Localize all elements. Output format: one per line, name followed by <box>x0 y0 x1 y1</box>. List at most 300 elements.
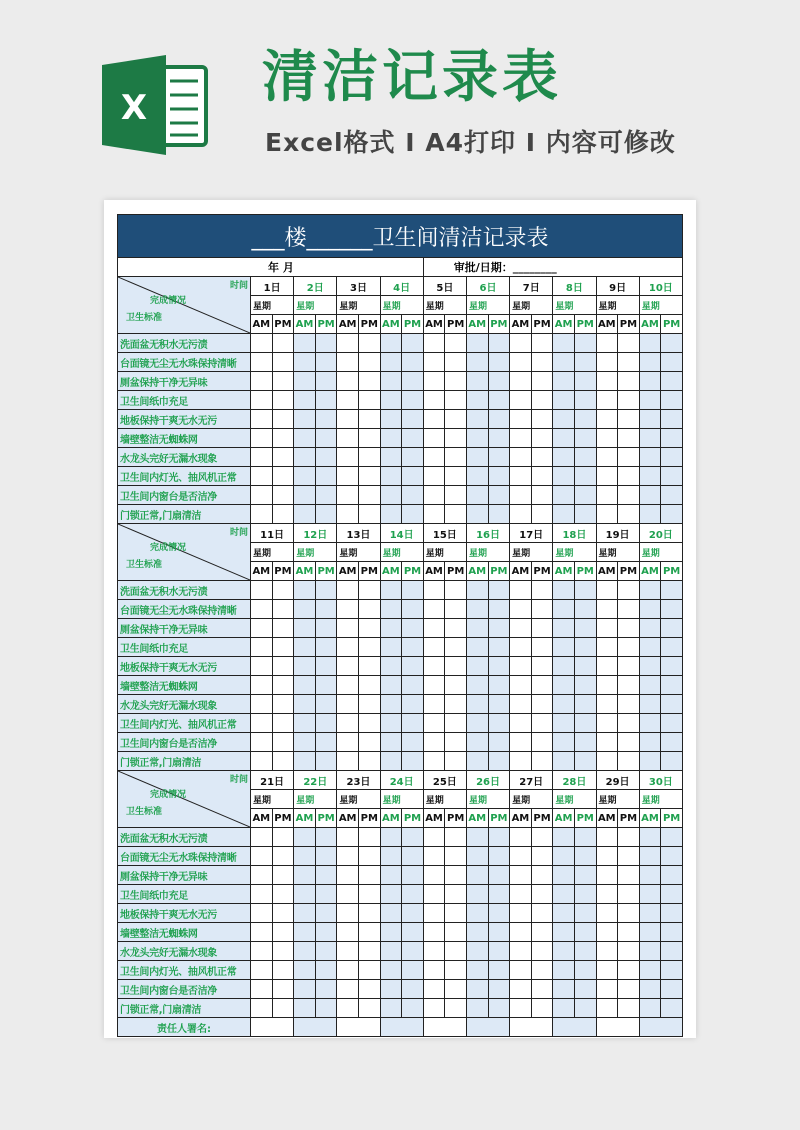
check-cell[interactable] <box>251 695 273 714</box>
check-cell[interactable] <box>315 448 337 467</box>
check-cell[interactable] <box>574 752 596 771</box>
check-cell[interactable] <box>294 676 316 695</box>
check-cell[interactable] <box>445 923 467 942</box>
check-cell[interactable] <box>531 619 553 638</box>
check-cell[interactable] <box>553 752 575 771</box>
check-cell[interactable] <box>251 372 273 391</box>
check-cell[interactable] <box>531 581 553 600</box>
check-cell[interactable] <box>380 885 402 904</box>
check-cell[interactable] <box>618 448 640 467</box>
check-cell[interactable] <box>337 904 359 923</box>
check-cell[interactable] <box>596 429 618 448</box>
check-cell[interactable] <box>315 942 337 961</box>
check-cell[interactable] <box>445 638 467 657</box>
check-cell[interactable] <box>618 999 640 1018</box>
check-cell[interactable] <box>337 505 359 524</box>
check-cell[interactable] <box>639 353 661 372</box>
check-cell[interactable] <box>488 942 510 961</box>
check-cell[interactable] <box>661 581 683 600</box>
check-cell[interactable] <box>272 942 294 961</box>
check-cell[interactable] <box>574 866 596 885</box>
check-cell[interactable] <box>402 676 424 695</box>
check-cell[interactable] <box>531 505 553 524</box>
check-cell[interactable] <box>466 980 488 999</box>
check-cell[interactable] <box>531 942 553 961</box>
check-cell[interactable] <box>574 714 596 733</box>
check-cell[interactable] <box>380 410 402 429</box>
check-cell[interactable] <box>402 353 424 372</box>
check-cell[interactable] <box>402 714 424 733</box>
check-cell[interactable] <box>661 828 683 847</box>
check-cell[interactable] <box>488 904 510 923</box>
check-cell[interactable] <box>445 467 467 486</box>
check-cell[interactable] <box>423 866 445 885</box>
check-cell[interactable] <box>531 714 553 733</box>
check-cell[interactable] <box>251 638 273 657</box>
check-cell[interactable] <box>402 904 424 923</box>
check-cell[interactable] <box>251 980 273 999</box>
check-cell[interactable] <box>337 448 359 467</box>
check-cell[interactable] <box>510 942 532 961</box>
check-cell[interactable] <box>445 429 467 448</box>
check-cell[interactable] <box>423 733 445 752</box>
check-cell[interactable] <box>488 923 510 942</box>
check-cell[interactable] <box>618 847 640 866</box>
check-cell[interactable] <box>358 695 380 714</box>
check-cell[interactable] <box>445 676 467 695</box>
check-cell[interactable] <box>251 353 273 372</box>
check-cell[interactable] <box>639 334 661 353</box>
check-cell[interactable] <box>272 714 294 733</box>
check-cell[interactable] <box>337 752 359 771</box>
check-cell[interactable] <box>466 619 488 638</box>
check-cell[interactable] <box>337 923 359 942</box>
check-cell[interactable] <box>251 334 273 353</box>
check-cell[interactable] <box>639 638 661 657</box>
check-cell[interactable] <box>488 448 510 467</box>
check-cell[interactable] <box>553 391 575 410</box>
check-cell[interactable] <box>380 752 402 771</box>
check-cell[interactable] <box>553 980 575 999</box>
check-cell[interactable] <box>251 505 273 524</box>
check-cell[interactable] <box>531 600 553 619</box>
check-cell[interactable] <box>337 676 359 695</box>
check-cell[interactable] <box>488 714 510 733</box>
check-cell[interactable] <box>466 505 488 524</box>
check-cell[interactable] <box>618 904 640 923</box>
weekday-cell[interactable]: 星期 <box>294 790 337 809</box>
check-cell[interactable] <box>315 733 337 752</box>
check-cell[interactable] <box>466 828 488 847</box>
check-cell[interactable] <box>618 372 640 391</box>
check-cell[interactable] <box>423 353 445 372</box>
weekday-cell[interactable]: 星期 <box>466 790 509 809</box>
check-cell[interactable] <box>251 429 273 448</box>
check-cell[interactable] <box>510 581 532 600</box>
check-cell[interactable] <box>423 657 445 676</box>
check-cell[interactable] <box>380 391 402 410</box>
check-cell[interactable] <box>423 448 445 467</box>
check-cell[interactable] <box>251 733 273 752</box>
check-cell[interactable] <box>445 334 467 353</box>
check-cell[interactable] <box>488 619 510 638</box>
check-cell[interactable] <box>531 467 553 486</box>
weekday-cell[interactable]: 星期 <box>251 296 294 315</box>
check-cell[interactable] <box>294 999 316 1018</box>
check-cell[interactable] <box>337 372 359 391</box>
check-cell[interactable] <box>574 505 596 524</box>
check-cell[interactable] <box>337 467 359 486</box>
signature-cell[interactable] <box>466 1018 509 1037</box>
check-cell[interactable] <box>380 448 402 467</box>
check-cell[interactable] <box>574 961 596 980</box>
check-cell[interactable] <box>445 505 467 524</box>
check-cell[interactable] <box>510 866 532 885</box>
check-cell[interactable] <box>272 961 294 980</box>
check-cell[interactable] <box>618 581 640 600</box>
check-cell[interactable] <box>618 942 640 961</box>
check-cell[interactable] <box>380 733 402 752</box>
check-cell[interactable] <box>661 904 683 923</box>
check-cell[interactable] <box>358 372 380 391</box>
check-cell[interactable] <box>466 866 488 885</box>
check-cell[interactable] <box>488 866 510 885</box>
check-cell[interactable] <box>574 676 596 695</box>
check-cell[interactable] <box>358 961 380 980</box>
check-cell[interactable] <box>531 448 553 467</box>
check-cell[interactable] <box>251 752 273 771</box>
check-cell[interactable] <box>358 619 380 638</box>
check-cell[interactable] <box>423 410 445 429</box>
check-cell[interactable] <box>531 391 553 410</box>
check-cell[interactable] <box>251 410 273 429</box>
check-cell[interactable] <box>574 334 596 353</box>
check-cell[interactable] <box>337 980 359 999</box>
check-cell[interactable] <box>272 581 294 600</box>
signature-cell[interactable] <box>423 1018 466 1037</box>
check-cell[interactable] <box>445 999 467 1018</box>
check-cell[interactable] <box>380 372 402 391</box>
check-cell[interactable] <box>423 334 445 353</box>
weekday-cell[interactable]: 星期 <box>423 790 466 809</box>
check-cell[interactable] <box>639 657 661 676</box>
check-cell[interactable] <box>402 695 424 714</box>
check-cell[interactable] <box>337 334 359 353</box>
check-cell[interactable] <box>639 448 661 467</box>
check-cell[interactable] <box>553 923 575 942</box>
check-cell[interactable] <box>466 353 488 372</box>
check-cell[interactable] <box>445 600 467 619</box>
weekday-cell[interactable]: 星期 <box>423 296 466 315</box>
check-cell[interactable] <box>402 448 424 467</box>
check-cell[interactable] <box>380 657 402 676</box>
check-cell[interactable] <box>661 334 683 353</box>
check-cell[interactable] <box>402 505 424 524</box>
check-cell[interactable] <box>466 638 488 657</box>
check-cell[interactable] <box>510 486 532 505</box>
check-cell[interactable] <box>596 695 618 714</box>
check-cell[interactable] <box>574 372 596 391</box>
check-cell[interactable] <box>380 923 402 942</box>
check-cell[interactable] <box>423 391 445 410</box>
check-cell[interactable] <box>251 904 273 923</box>
check-cell[interactable] <box>574 486 596 505</box>
check-cell[interactable] <box>358 999 380 1018</box>
check-cell[interactable] <box>466 923 488 942</box>
approval-date-field[interactable]: 审批/日期：________ <box>423 258 682 277</box>
check-cell[interactable] <box>251 486 273 505</box>
check-cell[interactable] <box>596 638 618 657</box>
check-cell[interactable] <box>272 467 294 486</box>
check-cell[interactable] <box>553 448 575 467</box>
weekday-cell[interactable]: 星期 <box>251 790 294 809</box>
check-cell[interactable] <box>639 600 661 619</box>
check-cell[interactable] <box>510 429 532 448</box>
check-cell[interactable] <box>251 847 273 866</box>
check-cell[interactable] <box>661 619 683 638</box>
check-cell[interactable] <box>639 372 661 391</box>
check-cell[interactable] <box>639 391 661 410</box>
check-cell[interactable] <box>596 505 618 524</box>
check-cell[interactable] <box>315 923 337 942</box>
check-cell[interactable] <box>294 334 316 353</box>
check-cell[interactable] <box>315 638 337 657</box>
check-cell[interactable] <box>358 467 380 486</box>
check-cell[interactable] <box>661 410 683 429</box>
check-cell[interactable] <box>358 581 380 600</box>
check-cell[interactable] <box>466 429 488 448</box>
check-cell[interactable] <box>315 695 337 714</box>
check-cell[interactable] <box>574 923 596 942</box>
check-cell[interactable] <box>358 923 380 942</box>
check-cell[interactable] <box>596 372 618 391</box>
signature-cell[interactable] <box>639 1018 682 1037</box>
check-cell[interactable] <box>423 961 445 980</box>
check-cell[interactable] <box>574 429 596 448</box>
check-cell[interactable] <box>251 448 273 467</box>
check-cell[interactable] <box>618 980 640 999</box>
check-cell[interactable] <box>488 847 510 866</box>
check-cell[interactable] <box>402 733 424 752</box>
check-cell[interactable] <box>402 942 424 961</box>
check-cell[interactable] <box>618 638 640 657</box>
check-cell[interactable] <box>466 334 488 353</box>
check-cell[interactable] <box>639 866 661 885</box>
check-cell[interactable] <box>294 657 316 676</box>
check-cell[interactable] <box>618 961 640 980</box>
check-cell[interactable] <box>402 391 424 410</box>
check-cell[interactable] <box>510 600 532 619</box>
check-cell[interactable] <box>596 999 618 1018</box>
signature-cell[interactable] <box>596 1018 639 1037</box>
check-cell[interactable] <box>380 353 402 372</box>
check-cell[interactable] <box>466 942 488 961</box>
check-cell[interactable] <box>272 638 294 657</box>
check-cell[interactable] <box>639 828 661 847</box>
check-cell[interactable] <box>553 353 575 372</box>
check-cell[interactable] <box>466 448 488 467</box>
check-cell[interactable] <box>639 942 661 961</box>
check-cell[interactable] <box>488 657 510 676</box>
check-cell[interactable] <box>272 885 294 904</box>
check-cell[interactable] <box>445 372 467 391</box>
check-cell[interactable] <box>402 486 424 505</box>
check-cell[interactable] <box>402 334 424 353</box>
check-cell[interactable] <box>574 828 596 847</box>
signature-cell[interactable] <box>510 1018 553 1037</box>
check-cell[interactable] <box>553 714 575 733</box>
check-cell[interactable] <box>618 600 640 619</box>
check-cell[interactable] <box>618 334 640 353</box>
check-cell[interactable] <box>294 505 316 524</box>
check-cell[interactable] <box>445 581 467 600</box>
check-cell[interactable] <box>380 866 402 885</box>
check-cell[interactable] <box>358 942 380 961</box>
check-cell[interactable] <box>531 961 553 980</box>
check-cell[interactable] <box>445 866 467 885</box>
check-cell[interactable] <box>251 600 273 619</box>
check-cell[interactable] <box>251 961 273 980</box>
check-cell[interactable] <box>423 885 445 904</box>
check-cell[interactable] <box>315 961 337 980</box>
check-cell[interactable] <box>423 904 445 923</box>
check-cell[interactable] <box>272 391 294 410</box>
check-cell[interactable] <box>272 828 294 847</box>
check-cell[interactable] <box>661 372 683 391</box>
check-cell[interactable] <box>380 505 402 524</box>
check-cell[interactable] <box>358 714 380 733</box>
check-cell[interactable] <box>596 676 618 695</box>
check-cell[interactable] <box>488 353 510 372</box>
check-cell[interactable] <box>553 429 575 448</box>
check-cell[interactable] <box>402 828 424 847</box>
check-cell[interactable] <box>510 980 532 999</box>
check-cell[interactable] <box>488 980 510 999</box>
check-cell[interactable] <box>574 733 596 752</box>
check-cell[interactable] <box>639 676 661 695</box>
check-cell[interactable] <box>661 638 683 657</box>
check-cell[interactable] <box>337 600 359 619</box>
check-cell[interactable] <box>445 714 467 733</box>
check-cell[interactable] <box>294 353 316 372</box>
check-cell[interactable] <box>510 410 532 429</box>
check-cell[interactable] <box>510 353 532 372</box>
check-cell[interactable] <box>251 923 273 942</box>
check-cell[interactable] <box>618 923 640 942</box>
check-cell[interactable] <box>531 752 553 771</box>
check-cell[interactable] <box>337 410 359 429</box>
check-cell[interactable] <box>618 828 640 847</box>
check-cell[interactable] <box>402 961 424 980</box>
check-cell[interactable] <box>596 334 618 353</box>
check-cell[interactable] <box>423 486 445 505</box>
weekday-cell[interactable]: 星期 <box>380 543 423 562</box>
check-cell[interactable] <box>315 410 337 429</box>
check-cell[interactable] <box>574 581 596 600</box>
check-cell[interactable] <box>423 923 445 942</box>
check-cell[interactable] <box>272 847 294 866</box>
check-cell[interactable] <box>639 486 661 505</box>
check-cell[interactable] <box>294 410 316 429</box>
check-cell[interactable] <box>574 391 596 410</box>
check-cell[interactable] <box>294 752 316 771</box>
check-cell[interactable] <box>272 695 294 714</box>
check-cell[interactable] <box>531 904 553 923</box>
check-cell[interactable] <box>315 904 337 923</box>
check-cell[interactable] <box>596 885 618 904</box>
check-cell[interactable] <box>402 847 424 866</box>
check-cell[interactable] <box>661 866 683 885</box>
check-cell[interactable] <box>294 619 316 638</box>
check-cell[interactable] <box>553 372 575 391</box>
check-cell[interactable] <box>358 980 380 999</box>
check-cell[interactable] <box>553 581 575 600</box>
check-cell[interactable] <box>272 752 294 771</box>
check-cell[interactable] <box>402 410 424 429</box>
check-cell[interactable] <box>618 467 640 486</box>
check-cell[interactable] <box>639 695 661 714</box>
check-cell[interactable] <box>488 733 510 752</box>
check-cell[interactable] <box>294 866 316 885</box>
check-cell[interactable] <box>661 980 683 999</box>
check-cell[interactable] <box>380 942 402 961</box>
check-cell[interactable] <box>423 505 445 524</box>
check-cell[interactable] <box>574 885 596 904</box>
check-cell[interactable] <box>315 999 337 1018</box>
check-cell[interactable] <box>272 429 294 448</box>
weekday-cell[interactable]: 星期 <box>466 296 509 315</box>
check-cell[interactable] <box>488 752 510 771</box>
check-cell[interactable] <box>251 999 273 1018</box>
check-cell[interactable] <box>423 600 445 619</box>
check-cell[interactable] <box>358 410 380 429</box>
check-cell[interactable] <box>337 638 359 657</box>
check-cell[interactable] <box>488 600 510 619</box>
check-cell[interactable] <box>596 448 618 467</box>
check-cell[interactable] <box>574 353 596 372</box>
check-cell[interactable] <box>315 486 337 505</box>
check-cell[interactable] <box>272 353 294 372</box>
weekday-cell[interactable]: 星期 <box>380 790 423 809</box>
check-cell[interactable] <box>553 695 575 714</box>
check-cell[interactable] <box>510 999 532 1018</box>
check-cell[interactable] <box>402 980 424 999</box>
check-cell[interactable] <box>661 961 683 980</box>
check-cell[interactable] <box>272 904 294 923</box>
check-cell[interactable] <box>423 942 445 961</box>
check-cell[interactable] <box>337 961 359 980</box>
check-cell[interactable] <box>294 980 316 999</box>
check-cell[interactable] <box>294 372 316 391</box>
check-cell[interactable] <box>358 505 380 524</box>
check-cell[interactable] <box>488 391 510 410</box>
check-cell[interactable] <box>337 486 359 505</box>
check-cell[interactable] <box>553 733 575 752</box>
check-cell[interactable] <box>510 828 532 847</box>
check-cell[interactable] <box>553 657 575 676</box>
check-cell[interactable] <box>488 828 510 847</box>
check-cell[interactable] <box>531 828 553 847</box>
check-cell[interactable] <box>423 695 445 714</box>
check-cell[interactable] <box>251 467 273 486</box>
check-cell[interactable] <box>466 999 488 1018</box>
check-cell[interactable] <box>553 334 575 353</box>
check-cell[interactable] <box>251 885 273 904</box>
check-cell[interactable] <box>337 581 359 600</box>
weekday-cell[interactable]: 星期 <box>466 543 509 562</box>
check-cell[interactable] <box>553 999 575 1018</box>
check-cell[interactable] <box>337 619 359 638</box>
